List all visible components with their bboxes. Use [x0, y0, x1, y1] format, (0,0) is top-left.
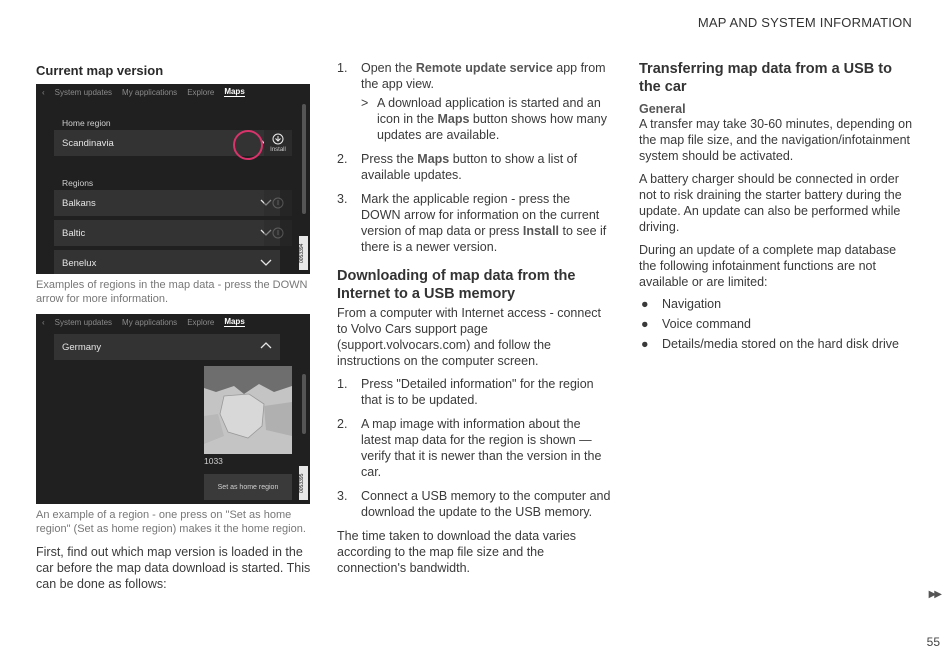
back-chevron-icon: ‹	[42, 87, 45, 97]
list-item	[639, 316, 915, 332]
step-number: 2.	[337, 417, 348, 431]
step-bold-text: Remote update service	[415, 61, 553, 75]
step-text: button to show a list of available updates.	[361, 152, 578, 182]
step-bold-text: Maps	[417, 152, 450, 166]
step-text: Connect a USB memory to the computer and download the update to the USB memory.	[361, 489, 611, 519]
column-left	[36, 60, 312, 592]
list-item	[639, 296, 915, 312]
step-text: app from the app view.	[361, 61, 606, 91]
region-row-balkans	[54, 190, 280, 216]
step-1-result	[361, 95, 613, 143]
result-text: A download application is started and an icon in the	[377, 96, 601, 126]
region-row-germany	[54, 334, 280, 360]
transfer-paragraph-2: A battery charger should be connected in order not to risk draining the starter battery during the update. An update can also be performed while driving.	[639, 172, 902, 234]
scrollbar	[302, 374, 306, 434]
regions-label: Regions	[62, 178, 94, 188]
region-name: Germany	[62, 341, 102, 353]
screen-tab-bar	[36, 84, 310, 100]
install-label: Install	[270, 147, 286, 153]
transfer-paragraph-1: A transfer may take 30-60 minutes, depending on the map file size, and the navigation/infotainment system should be activated.	[639, 117, 913, 163]
screen-tab-bar	[36, 314, 310, 330]
bullet-icon: ●	[641, 317, 649, 331]
result-bold-text: Maps	[437, 112, 470, 126]
download-step-2	[337, 416, 613, 480]
step-3	[337, 191, 613, 255]
region-name: Balkans	[62, 197, 96, 209]
page-number: 55	[926, 635, 940, 649]
steps-list-check-version	[337, 60, 613, 255]
download-icon	[272, 197, 284, 209]
bullet-icon: ●	[641, 337, 649, 351]
current-map-version-heading: Current map version	[36, 63, 164, 78]
step-text: to see if there is a newer version.	[361, 224, 607, 254]
tab-maps: Maps	[224, 87, 245, 96]
transfer-section-heading: Transferring map data from a USB to the car	[639, 61, 892, 95]
step-1	[337, 60, 613, 143]
step-text: Press "Detailed information" for the region that is to be updated.	[361, 377, 594, 407]
set-as-home-region-button: Set as home region	[204, 474, 292, 500]
download-section-heading: Downloading of map data from the Internet to a USB memory	[337, 268, 576, 302]
step-number: 3.	[337, 192, 348, 206]
list-item	[639, 336, 915, 352]
figure-caption-2: An example of a region - one press on "Set as home region" (Set as home region) makes it the home region.	[36, 509, 306, 535]
screenshot-regions-list	[36, 84, 310, 274]
tab-my-applications: My applications	[122, 87, 178, 97]
install-download-button	[264, 130, 292, 156]
steps-list-download	[337, 376, 613, 520]
tab-explore: Explore	[187, 87, 215, 97]
download-button-disabled	[264, 220, 292, 246]
download-icon	[272, 133, 284, 145]
column-right	[639, 60, 915, 356]
page-header-title: MAP AND SYSTEM INFORMATION	[697, 15, 912, 30]
map-icon	[204, 366, 292, 454]
figure-code: 0053394	[299, 236, 308, 270]
list-item-text: Details/media stored on the hard disk drive	[662, 337, 899, 351]
region-row-baltic	[54, 220, 280, 246]
download-intro: From a computer with Internet access - connect to Volvo Cars support page (support.volvocars.com) and follow the instructions on the computer screen.	[337, 306, 601, 368]
download-step-1	[337, 376, 613, 408]
region-row-benelux	[54, 250, 280, 274]
figure-code: 0053395	[299, 466, 308, 500]
continue-arrow-icon: ▶▶	[928, 589, 940, 600]
home-region-label: Home region	[62, 118, 111, 128]
chevron-up-icon	[260, 340, 272, 352]
step-number: 1.	[337, 61, 348, 75]
step-text: Open the	[361, 61, 416, 75]
scrollbar	[302, 104, 306, 214]
list-item-text: Voice command	[662, 317, 751, 331]
step-number: 3.	[337, 489, 348, 503]
tab-system-updates: System updates	[54, 317, 113, 327]
intro-paragraph: First, find out which map version is loaded in the car before the map data download is started. This can be done as follows:	[36, 545, 311, 591]
step-2	[337, 151, 613, 183]
highlight-ring-icon	[233, 130, 263, 160]
chevron-down-icon	[260, 256, 272, 268]
tab-system-updates: System updates	[54, 87, 113, 97]
tab-explore: Explore	[187, 317, 215, 327]
download-closing-paragraph: The time taken to download the data varies according to the map file size and the connection's bandwidth.	[337, 529, 577, 575]
transfer-paragraph-3: During an update of a complete map database the following infotainment functions are not available or are limited:	[639, 243, 897, 289]
screenshot-region-detail	[36, 314, 310, 504]
download-step-3	[337, 488, 613, 520]
home-region-value: Scandinavia	[62, 137, 114, 149]
map-version-number: 1033	[204, 456, 223, 466]
step-text: A map image with information about the latest map data for the region is shown — verify that it is newer than the version in the car.	[361, 417, 602, 479]
step-number: 1.	[337, 377, 348, 391]
list-item-text: Navigation	[662, 297, 722, 311]
region-name: Baltic	[62, 227, 86, 239]
result-text: button shows how many updates are available.	[377, 112, 607, 142]
figure-caption-1: Examples of regions in the map data - press the DOWN arrow for more information.	[36, 279, 308, 305]
step-text: Press the	[361, 152, 418, 166]
step-text: Mark the applicable region - press the DOWN arrow for information on the current version of map data or press	[361, 192, 600, 238]
download-icon	[272, 227, 284, 239]
back-chevron-icon: ‹	[42, 317, 45, 327]
bullet-icon: ●	[641, 297, 649, 311]
limited-functions-list	[639, 296, 915, 352]
download-button-disabled	[264, 190, 292, 216]
tab-my-applications: My applications	[122, 317, 178, 327]
tab-maps: Maps	[224, 317, 245, 326]
step-number: 2.	[337, 152, 348, 166]
result-arrow-icon: >	[361, 96, 369, 110]
general-subheading: General	[639, 102, 686, 116]
step-bold-text: Install	[522, 224, 560, 238]
region-name: Benelux	[62, 257, 97, 269]
region-map-image	[204, 366, 292, 454]
column-middle	[337, 60, 613, 576]
